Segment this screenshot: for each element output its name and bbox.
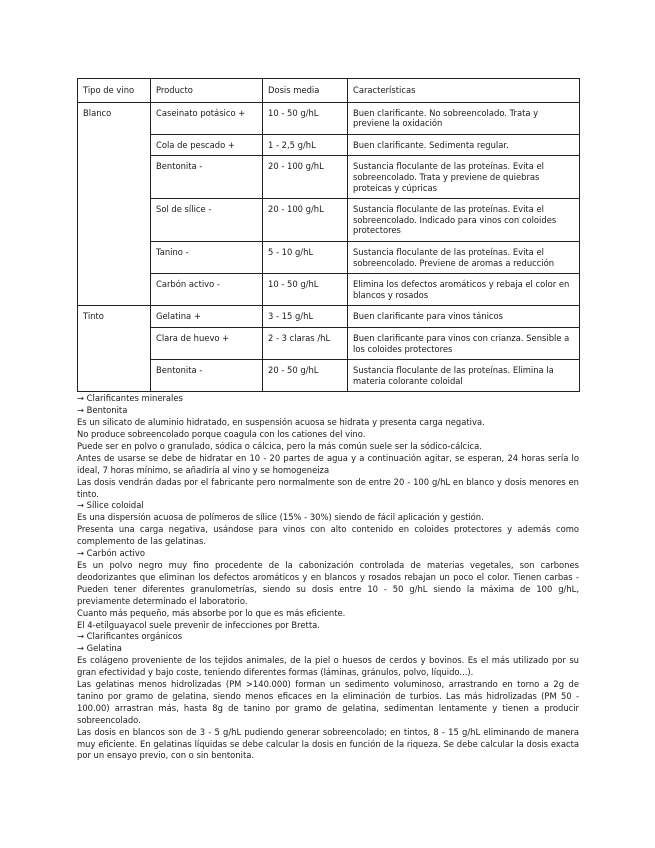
wine-type-cell: Tinto (78, 306, 151, 392)
product-cell: Bentonita - (151, 360, 263, 392)
table-row (78, 199, 580, 242)
features-cell: Buen clarificante. Sedimenta regular. (348, 134, 580, 156)
product-cell: Tanino - (151, 241, 263, 273)
dose-cell: 1 - 2,5 g/hL (263, 134, 348, 156)
section-heading: → Carbón activo (77, 548, 145, 559)
table-header-row (78, 79, 580, 103)
dose-cell: 20 - 100 g/hL (263, 199, 348, 242)
section-heading: → Gelatina (77, 643, 122, 654)
product-cell: Caseinato potásico + (151, 102, 263, 134)
features-cell: Elimina los defectos aromáticos y rebaja el color en blancos y rosados (348, 274, 580, 306)
paragraph: No produce sobreencolado porque coagula con los cationes del vino. (77, 429, 366, 439)
table-row (78, 241, 580, 273)
paragraph: Las gelatinas menos hidrolizadas (PM >140.000) forman un sedimento voluminoso, arrastrando en torno a 2g de tanino por gramo de gelatina, siendo menos eficaces en la eliminación de turbios. Las más hidrolizadas (PM 50 - 100.00) arrastran más, hasta 8g de tanino por gramo de gelatina, sedimentan lentamente y tienen a producir sobreencolado. (77, 679, 579, 725)
paragraph: Puede ser en polvo o granulado, sódica o cálcica, pero la más común suele ser la sódico-cálcica. (77, 440, 482, 451)
table-row (78, 102, 580, 134)
table-row (78, 360, 580, 392)
features-cell: Sustancia floculante de las proteínas. Evita el sobreencolado. Indicado para vinos con coloides protectores (348, 199, 580, 242)
document-body (77, 393, 579, 762)
paragraph: Las dosis vendrán dadas por el fabricante pero normalmente son de entre 20 - 100 g/hL en blanco y dosis menores en tinto. (77, 476, 579, 499)
table-row (78, 134, 580, 156)
header-dose: Dosis media (263, 79, 348, 103)
header-features: Características (348, 79, 580, 103)
section-heading: → Bentonita (77, 405, 128, 416)
dose-cell: 10 - 50 g/hL (263, 102, 348, 134)
paragraph: El 4-etilguayacol suele prevenir de infecciones por Bretta. (77, 619, 320, 630)
paragraph: Es una dispersión acuosa de polímeros de sílice (15% - 30%) siendo de fácil aplicación y gestión. (77, 512, 484, 523)
dose-cell: 2 - 3 claras /hL (263, 327, 348, 359)
product-cell: Clara de huevo + (151, 327, 263, 359)
section-heading: → Clarificantes orgánicos (77, 631, 183, 642)
clarifiers-table (77, 78, 580, 392)
features-cell: Buen clarificante para vinos tánicos (348, 306, 580, 328)
product-cell: Cola de pescado + (151, 134, 263, 156)
dose-cell: 5 - 10 g/hL (263, 241, 348, 273)
table-row (78, 327, 580, 359)
paragraph: Las dosis en blancos son de 3 - 5 g/hL pudiendo generar sobreencolado; en tintos, 8 - 15 g/hL eliminando de manera muy eficiente. En gelatinas líquidas se debe calcular la dosis en función de la riqueza. Se debe calcular la dosis exacta por un ensayo previo, con o sin bentonita. (77, 726, 579, 761)
product-cell: Bentonita - (151, 156, 263, 199)
wine-type-cell: Blanco (78, 102, 151, 306)
product-cell: Sol de sílice - (151, 199, 263, 242)
paragraph: Es un polvo negro muy fino procedente de la cabonización controlada de materias vegetales, son carbones deodorizantes que eliminan los defectos aromáticos y en blancos y rosados rebajan un poco el color. Tienen carbas - Pueden tener diferentes granulometrías, siendo su dosis entre 10 - 50 g/hL siendo la máxima de 100 g/hL, previamente determinado el laboratorio. (77, 559, 579, 606)
features-cell: Buen clarificante para vinos con crianza. Sensible a los coloides protectores (348, 327, 580, 359)
table-row (78, 306, 580, 328)
table-row (78, 274, 580, 306)
features-cell: Sustancia floculante de las proteínas. Evita el sobreencolado. Trata y previene de quiebras proteicas y cúpricas (348, 156, 580, 199)
header-wine-type: Tipo de vino (78, 79, 151, 103)
paragraph: Es colágeno proveniente de los tejidos animales, de la piel o huesos de cerdos y bovinos. Es el más utilizado por su gran efectividad y bajo coste, teniendo diferentes formas (láminas, gránulos, polvo, líquido...). (77, 655, 579, 678)
product-cell: Carbón activo - (151, 274, 263, 306)
dose-cell: 20 - 50 g/hL (263, 360, 348, 392)
dose-cell: 20 - 100 g/hL (263, 156, 348, 199)
document-page (77, 78, 579, 762)
dose-cell: 3 - 15 g/hL (263, 306, 348, 328)
dose-cell: 10 - 50 g/hL (263, 274, 348, 306)
paragraph: Antes de usarse se debe de hidratar en 10 - 20 partes de agua y a continuación agitar, se esperan, 24 horas sería lo ideal, 7 horas mínimo, se añadiría al vino y se homogeneiza (77, 452, 579, 475)
table-row (78, 156, 580, 199)
header-product: Producto (151, 79, 263, 103)
features-cell: Sustancia floculante de las proteínas. Elimina la materia colorante coloidal (348, 360, 580, 392)
paragraph: Presenta una carga negativa, usándose para vinos con alto contenido en coloides protectores y además como complemento de las gelatinas. (77, 524, 579, 547)
section-heading: → Sílice coloidal (77, 500, 144, 511)
features-cell: Sustancia floculante de las proteínas. Evita el sobreencolado. Previene de aromas a reducción (348, 241, 580, 273)
section-heading: → Clarificantes minerales (77, 393, 183, 404)
paragraph: Es un silicato de aluminio hidratado, en suspensión acuosa se hidrata y presenta carga negativa. (77, 417, 485, 428)
product-cell: Gelatina + (151, 306, 263, 328)
paragraph: Cuanto más pequeño, más absorbe por lo que es más eficiente. (77, 607, 346, 618)
features-cell: Buen clarificante. No sobreencolado. Trata y previene la oxidación (348, 102, 580, 134)
